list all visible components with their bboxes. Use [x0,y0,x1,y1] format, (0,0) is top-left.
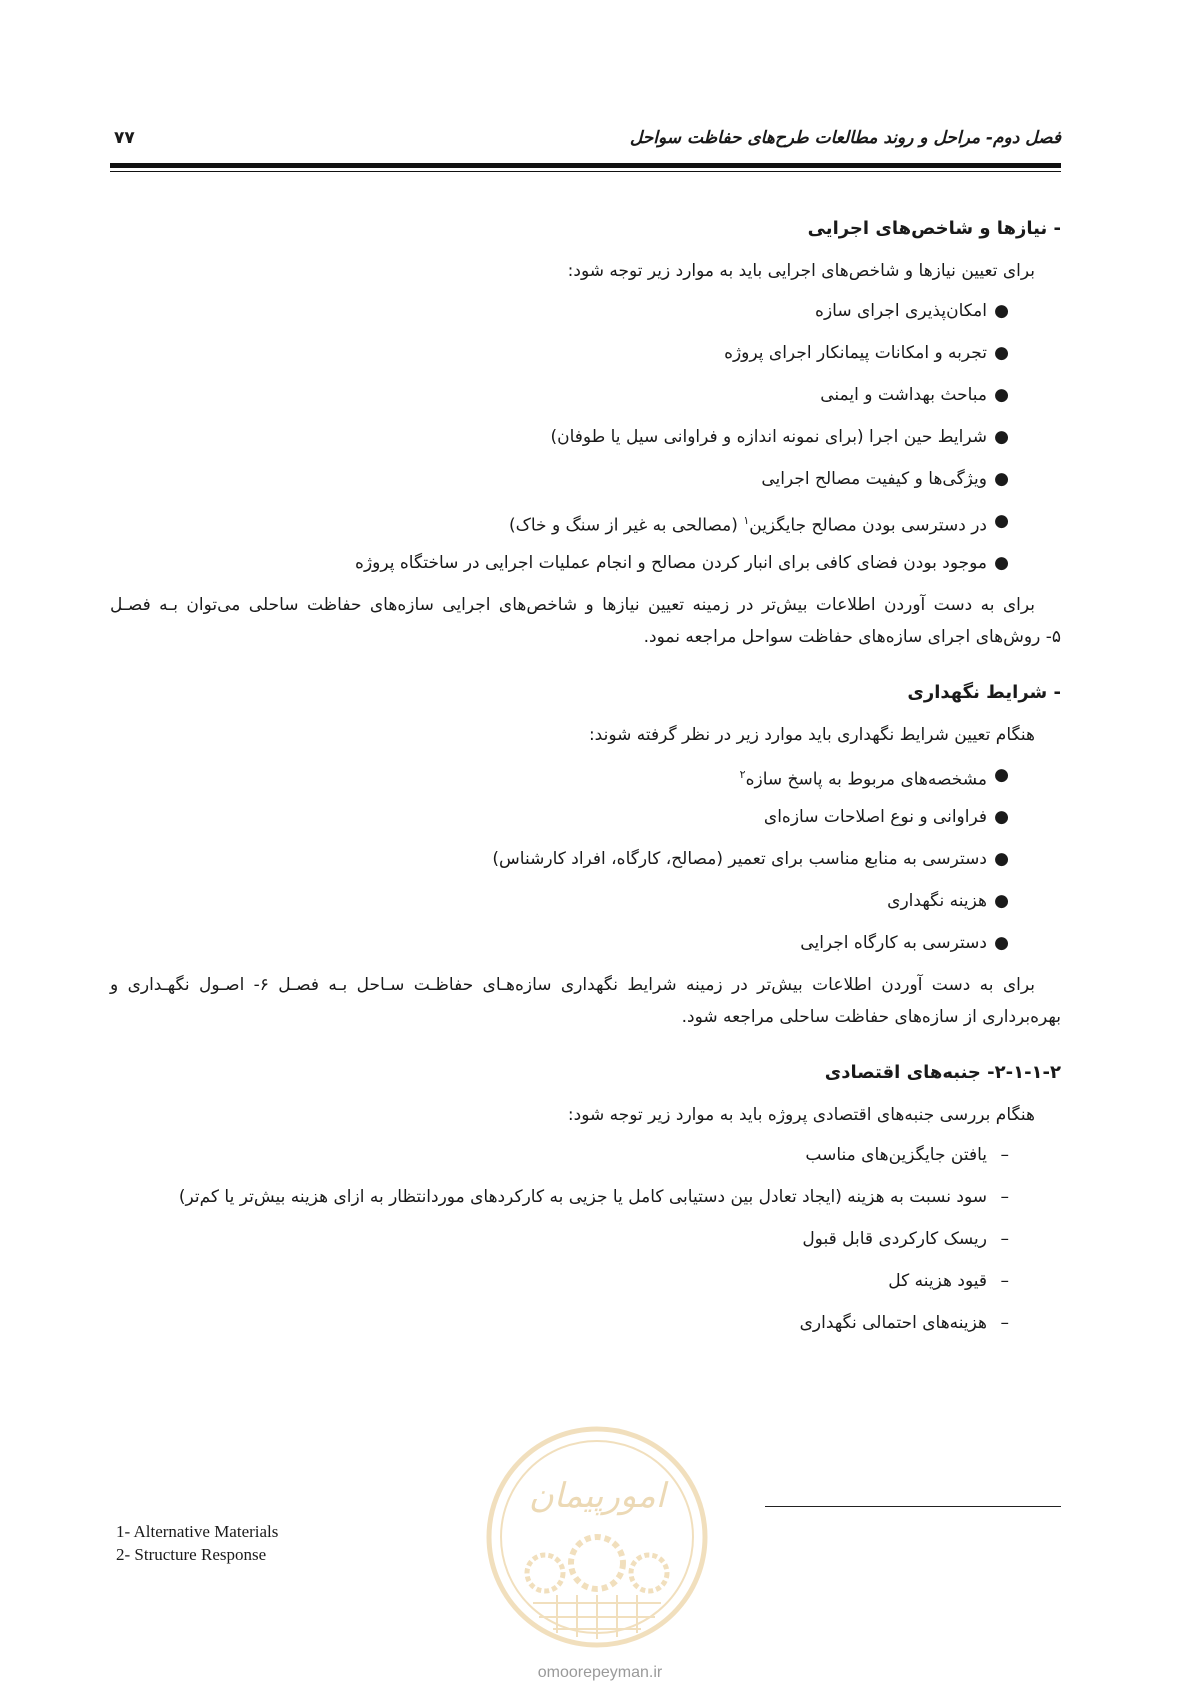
list-item: ● مباحث بهداشت و ایمنی [110,382,1061,408]
dash-icon: – [1000,1271,1009,1291]
footnote-ref: ۲ [739,768,746,781]
footnote-ref: ۱ [743,514,750,527]
bullet-icon: ● [994,849,1009,869]
footnote-divider [765,1506,1061,1507]
list-item: ● مشخصه‌های مربوط به پاسخ سازه$^۲$ [110,762,1061,788]
footnote-2: 2- Structure Response [116,1545,267,1564]
list-item: – قیود هزینه کل [110,1268,1061,1294]
bullet-icon: ● [994,553,1009,573]
page-number: ۷۷ [114,128,135,148]
footnotes [116,1520,278,1566]
bullet-icon: ● [994,427,1009,447]
section-heading-maintenance: - شرایط نگهداری [907,682,1061,703]
section-heading-economic: ۲-۱-۱-۲- جنبه‌های اقتصادی [824,1062,1061,1083]
list-item: – هزینه‌های احتمالی نگهداری [110,1310,1061,1336]
dash-icon: – [1000,1145,1009,1165]
economic-list [110,1142,1061,1336]
page-content [110,214,1061,1352]
dash-icon: – [1000,1187,1009,1207]
list-item: ● هزینه نگهداری [110,888,1061,914]
section-intro-maintenance: هنگام تعیین شرایط نگهداری باید موارد زیر در نظر گرفته شوند: [588,725,1035,745]
section-intro-execution: برای تعیین نیازها و شاخص‌های اجرایی باید به موارد زیر توجه شود: [567,261,1035,281]
list-item: ● دسترسی به کارگاه اجرایی [110,930,1061,956]
bullet-icon: ● [994,891,1009,911]
paragraph-execution: برای به دست آوردن اطلاعات بیش‌تر در زمینه تعیین نیازها و شاخص‌های اجرایی سازه‌های حفاظت ساحلی می‌توان بـه فصـل ۵- روش‌های اجرای سازه‌های حفاظت سواحل مراجعه نمود. [110,595,1061,647]
section-heading-execution: - نیازها و شاخص‌های اجرایی [807,218,1061,239]
bullet-icon: ● [994,765,1009,785]
dash-icon: – [1000,1313,1009,1333]
list-item: ● فراوانی و نوع اصلاحات سازه‌ای [110,804,1061,830]
list-item: – سود نسبت به هزینه (ایجاد تعادل بین دستیابی کامل یا جزیی به کارکردهای موردانتظار به ازای هزینه بیش‌تر یا کم‌تر) [110,1184,1061,1210]
running-title: فصل دوم- مراحل و روند مطالعات طرح‌های حفاظت سواحل [629,128,1061,148]
execution-list [110,298,1061,576]
bullet-icon: ● [994,511,1009,531]
dash-icon: – [1000,1229,1009,1249]
maintenance-list [110,762,1061,956]
bullet-icon: ● [994,385,1009,405]
list-item: – ریسک کارکردی قابل قبول [110,1226,1061,1252]
header-rule [110,163,1061,168]
svg-text:امورپیمان: امورپیمان [528,1476,666,1516]
seal-logo-icon [483,1423,711,1651]
watermark-text: omoorepeyman.ir [537,1664,663,1681]
list-item: ● ویژگی‌ها و کیفیت مصالح اجرایی [110,466,1061,492]
section-intro-economic: هنگام بررسی جنبه‌های اقتصادی پروژه باید به موارد زیر توجه شود: [567,1105,1035,1125]
list-item: ● تجربه و امکانات پیمانکار اجرای پروژه [110,340,1061,366]
list-item: ● شرایط حین اجرا (برای نمونه اندازه و فراوانی سیل یا طوفان) [110,424,1061,450]
bullet-icon: ● [994,343,1009,363]
list-item: ● دسترسی به منابع مناسب برای تعمیر (مصالح، کارگاه، افراد کارشناس) [110,846,1061,872]
list-item: ● موجود بودن فضای کافی برای انبار کردن مصالح و انجام عملیات اجرایی در ساختگاه پروژه [110,550,1061,576]
list-item: ● در دسترسی بودن مصالح جایگزین$^۱$ (مصالحی به غیر از سنگ و خاک) [110,508,1061,534]
bullet-icon: ● [994,469,1009,489]
list-item: ● امکان‌پذیری اجرای سازه [110,298,1061,324]
list-item: – یافتن جایگزین‌های مناسب [110,1142,1061,1168]
bullet-icon: ● [994,301,1009,321]
paragraph-maintenance: برای به دست آوردن اطلاعات بیش‌تر در زمینه شرایط نگهداری سازه‌هـای حفاظـت سـاحل بـه فصـل ۶- اصـول نگهـداری و بهره‌برداری از سازه‌های حفاظت ساحلی مراجعه شود. [110,975,1061,1027]
header-rule-thin [110,171,1061,172]
page-header [110,128,1061,158]
footnote-1: 1- Alternative Materials [116,1522,279,1541]
bullet-icon: ● [994,807,1009,827]
bullet-icon: ● [994,933,1009,953]
